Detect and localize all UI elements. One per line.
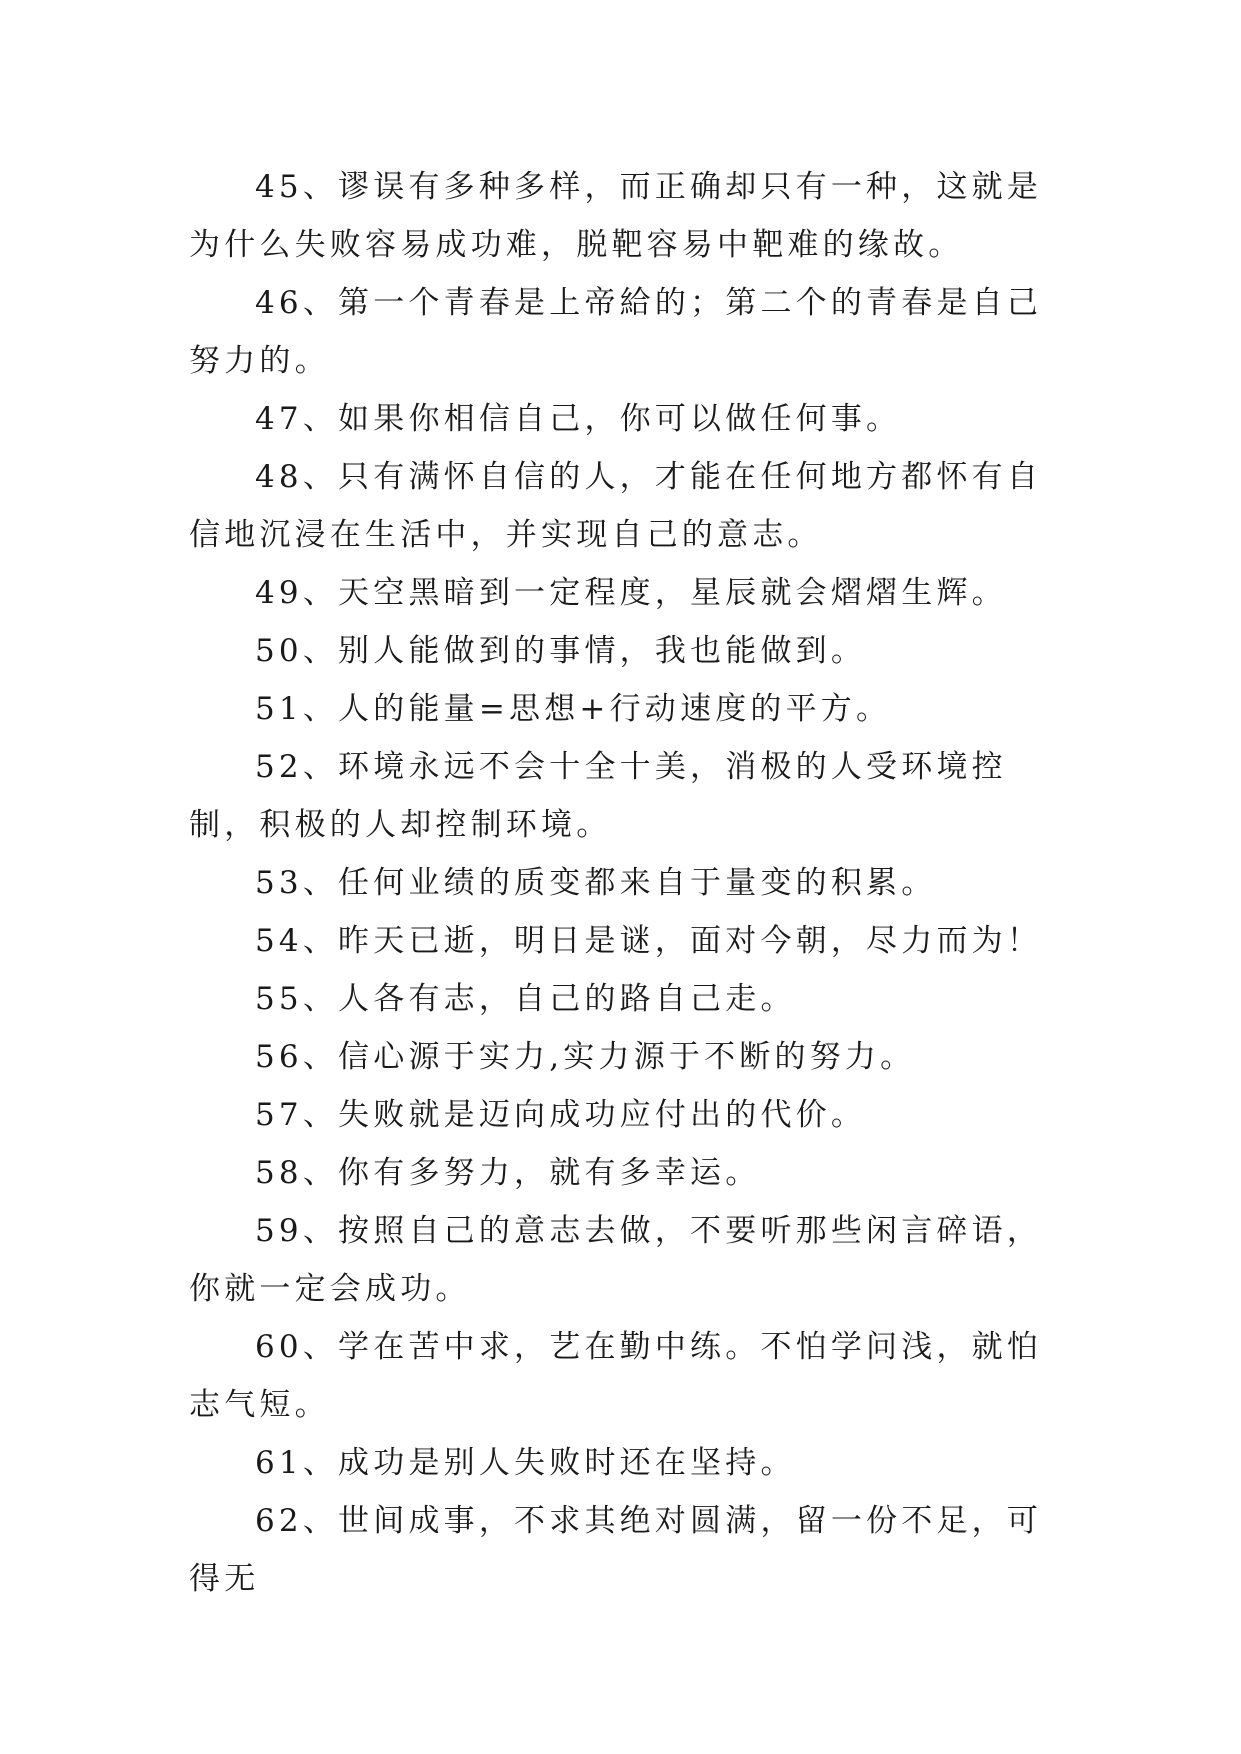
quote-paragraph-56: 56、信心源于实力,实力源于不断的努力。: [255, 1039, 916, 1075]
quote-paragraph-49: 49、天空黑暗到一定程度，星辰就会熠熠生辉。: [255, 575, 1007, 611]
quote-paragraph-52: 52、环境永远不会十全十美，消极的人受环境控制，积极的人却控制环境。: [189, 749, 1007, 843]
quote-paragraph-61: 61、成功是别人失败时还在坚持。: [255, 1445, 796, 1481]
quote-paragraph-45: 45、谬误有多种多样，而正确却只有一种，这就是为什么失败容易成功难，脱靶容易中靶难的缘故。: [189, 169, 1043, 263]
quote-paragraph-55: 55、人各有志，自己的路自己走。: [255, 981, 796, 1017]
quote-paragraph-54: 54、昨天已逝，明日是谜，面对今朝，尽力而为！: [255, 923, 1043, 959]
quote-paragraph-57: 57、失败就是迈向成功应付出的代价。: [255, 1097, 867, 1133]
quote-paragraph-47: 47、如果你相信自己，你可以做任何事。: [255, 401, 902, 437]
quote-paragraph-59: 59、按照自己的意志去做，不要听那些闲言碎语，你就一定会成功。: [189, 1213, 1043, 1307]
quote-paragraph-51: 51、人的能量=思想+行动速度的平方。: [255, 691, 892, 727]
quote-paragraph-53: 53、任何业绩的质变都来自于量变的积累。: [255, 865, 937, 901]
document-body: [189, 158, 1051, 1608]
quote-paragraph-50: 50、别人能做到的事情，我也能做到。: [255, 633, 867, 669]
quote-paragraph-60: 60、学在苦中求，艺在勤中练。不怕学问浅，就怕志气短。: [189, 1329, 1043, 1423]
quote-paragraph-62: 62、世间成事，不求其绝对圆满，留一份不足，可得无: [189, 1503, 1043, 1597]
quote-paragraph-46: 46、第一个青春是上帝給的；第二个的青春是自己努力的。: [189, 285, 1043, 379]
quote-paragraph-48: 48、只有满怀自信的人，才能在任何地方都怀有自信地沉浸在生活中，并实现自己的意志。: [189, 459, 1043, 553]
quote-paragraph-58: 58、你有多努力，就有多幸运。: [255, 1155, 761, 1191]
